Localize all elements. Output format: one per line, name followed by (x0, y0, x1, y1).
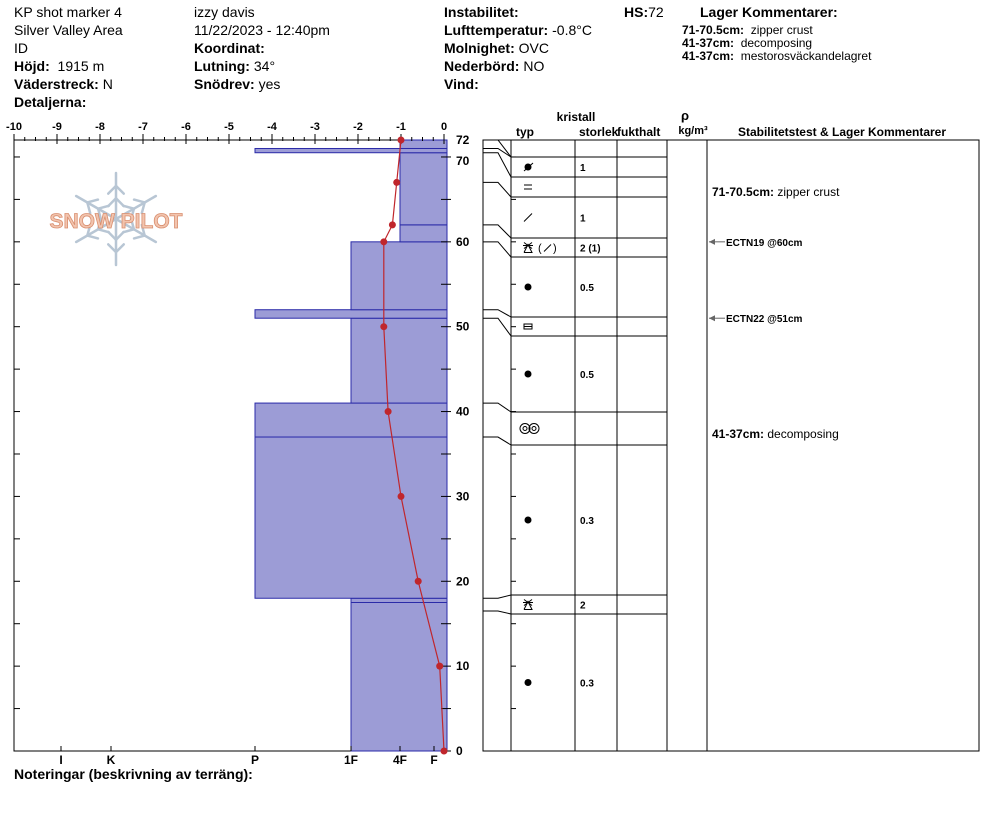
layer-comment (712, 427, 839, 441)
depth-hoar-icon (523, 600, 533, 610)
lutning-label: Lutning: (194, 58, 250, 74)
test-arrow-head (709, 239, 715, 245)
lutning-value: 34° (253, 58, 276, 74)
rounded-grain-dot (525, 284, 532, 291)
site-name: KP shot marker 4 (14, 4, 122, 20)
temp-tick-label: -9 (52, 121, 62, 133)
temperature-point (393, 179, 400, 186)
hardness-label: K (106, 753, 116, 767)
flake-branch (87, 236, 98, 239)
hs-value: 72 (648, 4, 664, 20)
hardness-label: F (430, 753, 438, 767)
cluster-core (532, 427, 536, 431)
note-range: 41-37cm: (682, 49, 735, 63)
hojd-value: 1915 m (57, 58, 105, 74)
hardness-label: 1F (343, 753, 359, 767)
header-kristall: kristall (556, 110, 596, 124)
hardness-bar (255, 403, 447, 437)
note-text: mestorosväckandelagret (740, 49, 872, 63)
temp-tick-label: -6 (181, 121, 191, 133)
hardness-bar (400, 153, 447, 225)
hardness-label: I (59, 753, 63, 767)
nederbord-value: NO (523, 58, 545, 74)
stability-test-label: ECTN19 @60cm (726, 237, 803, 249)
layer-comment-text: decomposing (764, 427, 839, 441)
height-tick-label: 70 (456, 153, 470, 168)
height-tick-label: 60 (456, 234, 470, 249)
grain-size: 1 (580, 163, 586, 174)
vaderstreck-label: Väderstreck: (14, 76, 99, 92)
layer-comment-range: 41-37cm: (712, 427, 765, 441)
terrain-notes-label: Noteringar (beskrivning av terräng): (14, 766, 253, 782)
header-fukthalt: fukthalt (617, 125, 661, 139)
flake-branch (134, 200, 145, 203)
vind-label: Vind: (444, 76, 479, 92)
grain-size: 0.5 (580, 283, 594, 294)
temperature-point (380, 238, 387, 245)
flake-branch (123, 206, 134, 209)
temp-tick-label: -4 (267, 121, 277, 133)
koordinat-label: Koordinat: (194, 40, 265, 56)
obs-datetime: 11/22/2023 - 12:40pm (194, 22, 330, 38)
flake-branch (134, 236, 145, 239)
lufttemp-label: Lufttemperatur: (444, 22, 549, 38)
rounded-grain-dot (525, 517, 532, 524)
temp-tick-label: -8 (95, 121, 105, 133)
temp-tick-label: -3 (310, 121, 320, 133)
header-density-unit: kg/m³ (678, 125, 708, 137)
grain-size: 0.3 (580, 516, 594, 527)
rounded-icon (525, 517, 532, 524)
lager-title: Lager Kommentarer: (700, 4, 838, 20)
depth-hoar-decomposing-icon (523, 243, 557, 255)
grain-size: 1 (580, 213, 586, 225)
hardness-bar (351, 318, 447, 403)
temperature-point (398, 137, 405, 144)
temperature-point (441, 748, 448, 755)
snodrev-label: Snödrev: (194, 76, 255, 92)
logo-text: SNOW PILOT (49, 210, 183, 233)
lufttemp-value: -0.8°C (552, 22, 592, 38)
hs-label: HS: (624, 4, 649, 20)
paren-open: ( (538, 242, 542, 255)
temperature-point (436, 663, 443, 670)
row-connector (483, 225, 511, 238)
melt-freeze-icon (524, 163, 533, 171)
row-connector (483, 595, 511, 598)
hardness-bar (255, 148, 447, 152)
temperature-point (385, 408, 392, 415)
decomposing-icon (524, 214, 532, 222)
temp-tick-label: -5 (224, 121, 234, 133)
header-storlek: storlek (579, 125, 619, 139)
row-connector (483, 153, 511, 177)
row-connector (483, 182, 511, 197)
clustered-rounded-icon (520, 424, 539, 434)
paren-close: ) (553, 242, 557, 255)
note-range: 71-70.5cm: (682, 23, 745, 37)
grain-size: 0.3 (580, 678, 594, 690)
temp-tick-label: -7 (138, 121, 148, 133)
hardness-bar (351, 598, 447, 602)
rounded-icon (525, 284, 532, 291)
header-typ: typ (516, 125, 534, 139)
rounded-icon (525, 371, 532, 378)
molnighet-label: Molnighet: (444, 40, 515, 56)
observer-name: izzy davis (194, 4, 255, 20)
hardness-bar (255, 437, 447, 598)
hardness-label: 4F (392, 753, 408, 767)
grain-size: 0.5 (580, 370, 594, 381)
note-text: zipper crust (750, 23, 813, 37)
row-connector (483, 437, 511, 445)
row-connector (483, 318, 511, 336)
layer-comment (712, 185, 840, 199)
snodrev-value: yes (258, 76, 281, 92)
faceted-icon (524, 324, 532, 329)
temp-tick-label: -1 (396, 121, 406, 133)
temp-tick-label: 0 (440, 121, 448, 133)
hardness-bar (400, 140, 447, 148)
rounded-icon (525, 679, 532, 686)
layer-comment-text: zipper crust (774, 185, 840, 199)
temp-tick-label: -10 (6, 121, 22, 133)
grain-size: 2 (1) (580, 243, 601, 255)
detaljerna-label: Detaljerna: (14, 94, 87, 110)
flake-branch (98, 206, 109, 209)
height-tick-label: 30 (456, 489, 470, 504)
temperature-point (415, 578, 422, 585)
row-connector (483, 611, 511, 614)
note-text: decomposing (740, 36, 813, 50)
row-connector (483, 242, 511, 257)
flake-branch (87, 200, 98, 203)
height-tick-label: 40 (456, 404, 470, 419)
decomposing-stroke (544, 245, 551, 252)
grain-size: 2 (580, 600, 586, 612)
height-tick-label: 10 (456, 659, 470, 674)
test-arrow-head (709, 315, 715, 321)
height-tick-label: 72 (456, 133, 470, 147)
hojd-label: Höjd: (14, 58, 50, 74)
hardness-label: P (250, 753, 260, 767)
row-connector (483, 403, 511, 412)
height-tick-label: 20 (456, 574, 470, 589)
header-rho: ρ (680, 108, 690, 123)
hardness-bar (255, 310, 447, 318)
note-range: 41-37cm: (682, 36, 735, 50)
rounded-grain-dot (525, 679, 532, 686)
layer-comment-range: 71-70.5cm: (712, 185, 775, 199)
molnighet-value: OVC (518, 40, 549, 56)
snowpilot-logo (50, 173, 183, 265)
height-tick-label: 50 (456, 319, 470, 334)
temp-tick-label: -2 (353, 121, 363, 133)
header-stability: Stabilitetstest & Lager Kommentarer (737, 125, 947, 139)
state-name: ID (14, 40, 28, 56)
cluster-core (523, 427, 527, 431)
height-tick-label: 0 (456, 744, 463, 758)
vaderstreck-value: N (102, 76, 113, 92)
row-connector (483, 310, 511, 317)
hardness-bar (351, 242, 447, 310)
stability-test-label: ECTN22 @51cm (726, 314, 803, 326)
hardness-bar (400, 225, 447, 242)
temperature-point (389, 221, 396, 228)
area-name: Silver Valley Area (14, 22, 123, 38)
temperature-point (398, 493, 405, 500)
instabilitet-label: Instabilitet: (444, 4, 519, 20)
decomposing-stroke (524, 214, 532, 222)
hardness-bar (351, 602, 447, 751)
melt-freeze-crust-icon (524, 185, 532, 189)
rounded-grain-dot (525, 371, 532, 378)
temperature-point (380, 323, 387, 330)
nederbord-label: Nederbörd: (444, 58, 520, 74)
